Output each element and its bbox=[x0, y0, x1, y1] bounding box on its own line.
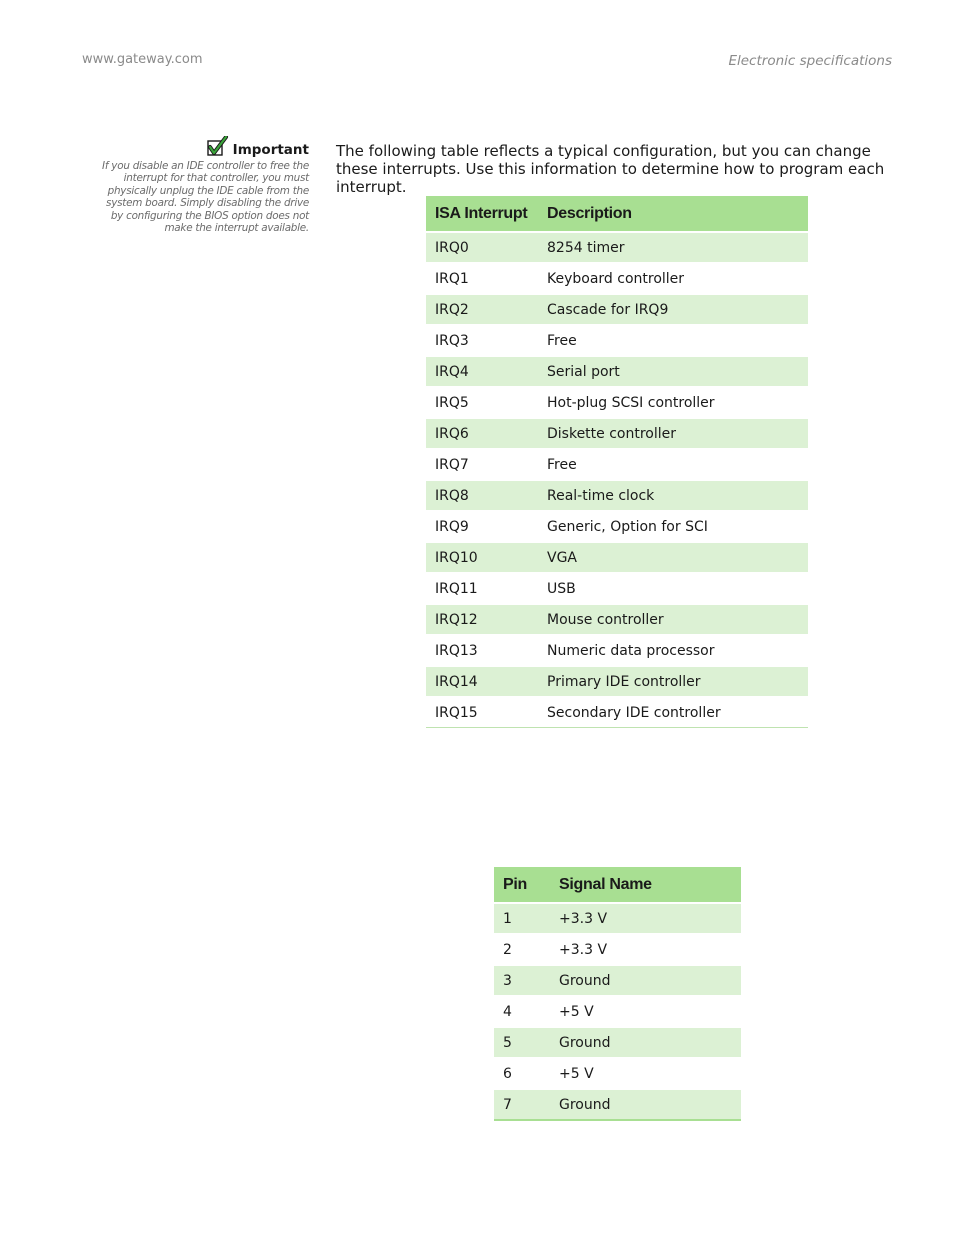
table-row bbox=[494, 996, 741, 1027]
description-cell: USB bbox=[538, 573, 808, 604]
irq-cell: IRQ7 bbox=[426, 449, 538, 480]
irq-cell: IRQ4 bbox=[426, 356, 538, 387]
note-title: Important bbox=[232, 142, 309, 158]
table-row bbox=[426, 325, 808, 356]
column-header-signal-name: Signal Name bbox=[550, 867, 741, 903]
table-row bbox=[426, 635, 808, 666]
signal-cell: Ground bbox=[550, 1089, 741, 1120]
table-row bbox=[494, 903, 741, 934]
pin-cell: 1 bbox=[494, 903, 550, 934]
description-cell: Free bbox=[538, 449, 808, 480]
note-line: system board. Simply disabling the drive bbox=[106, 197, 309, 210]
signal-cell: Ground bbox=[550, 965, 741, 996]
description-cell: Free bbox=[538, 325, 808, 356]
irq-cell: IRQ0 bbox=[426, 232, 538, 263]
pin-signal-table bbox=[494, 867, 741, 1121]
pin-cell: 4 bbox=[494, 996, 550, 1027]
note-line: by configuring the BIOS option does not bbox=[110, 209, 309, 222]
table-row bbox=[426, 480, 808, 511]
note-line: interrupt for that controller, you must bbox=[123, 172, 309, 185]
description-cell: Serial port bbox=[538, 356, 808, 387]
description-cell: Primary IDE controller bbox=[538, 666, 808, 697]
table-row bbox=[426, 666, 808, 697]
note-line: make the interrupt available. bbox=[164, 222, 309, 235]
table-row bbox=[494, 934, 741, 965]
irq-cell: IRQ12 bbox=[426, 604, 538, 635]
table-row bbox=[426, 232, 808, 263]
pin-cell: 6 bbox=[494, 1058, 550, 1089]
description-cell: Diskette controller bbox=[538, 418, 808, 449]
irq-cell: IRQ13 bbox=[426, 635, 538, 666]
signal-cell: +5 V bbox=[550, 1058, 741, 1089]
irq-cell: IRQ10 bbox=[426, 542, 538, 573]
intro-paragraph: The following table reflects a typical configuration, but you can change these interrupts. Use this information to determine how to program each interrupt. bbox=[336, 142, 885, 196]
pin-cell: 5 bbox=[494, 1027, 550, 1058]
column-header-pin: Pin bbox=[494, 867, 550, 903]
note-line: If you disable an IDE controller to free the bbox=[102, 160, 309, 172]
irq-cell: IRQ14 bbox=[426, 666, 538, 697]
irq-cell: IRQ11 bbox=[426, 573, 538, 604]
signal-cell: +3.3 V bbox=[550, 903, 741, 934]
table-row bbox=[426, 604, 808, 635]
table-header-row bbox=[426, 196, 808, 232]
important-note bbox=[98, 136, 309, 234]
note-body bbox=[98, 160, 309, 234]
irq-cell: IRQ2 bbox=[426, 294, 538, 325]
signal-cell: +5 V bbox=[550, 996, 741, 1027]
signal-cell: +3.3 V bbox=[550, 934, 741, 965]
note-heading bbox=[98, 136, 309, 158]
note-line: physically unplug the IDE cable from the bbox=[107, 184, 309, 197]
table-row bbox=[494, 1027, 741, 1058]
table-row bbox=[494, 1089, 741, 1120]
column-header-interrupt: ISA Interrupt bbox=[426, 196, 538, 232]
description-cell: Cascade for IRQ9 bbox=[538, 294, 808, 325]
checkmark-icon bbox=[206, 136, 230, 158]
irq-cell: IRQ15 bbox=[426, 697, 538, 728]
table-row bbox=[426, 387, 808, 418]
table-row bbox=[426, 263, 808, 294]
table-row bbox=[426, 294, 808, 325]
table-row bbox=[494, 965, 741, 996]
description-cell: Keyboard controller bbox=[538, 263, 808, 294]
table-row bbox=[426, 356, 808, 387]
irq-cell: IRQ3 bbox=[426, 325, 538, 356]
table-row bbox=[426, 418, 808, 449]
header-section-title: Electronic specifications bbox=[728, 53, 892, 69]
table-row bbox=[426, 542, 808, 573]
table-row bbox=[426, 449, 808, 480]
pin-cell: 7 bbox=[494, 1089, 550, 1120]
table-row bbox=[426, 511, 808, 542]
isa-interrupt-table bbox=[426, 196, 808, 728]
irq-cell: IRQ9 bbox=[426, 511, 538, 542]
pin-cell: 3 bbox=[494, 965, 550, 996]
signal-cell: Ground bbox=[550, 1027, 741, 1058]
header-site-url: www.gateway.com bbox=[82, 52, 203, 67]
description-cell: Numeric data processor bbox=[538, 635, 808, 666]
table-row bbox=[426, 573, 808, 604]
table-row bbox=[426, 697, 808, 728]
table-header-row bbox=[494, 867, 741, 903]
description-cell: Hot-plug SCSI controller bbox=[538, 387, 808, 418]
description-cell: 8254 timer bbox=[538, 232, 808, 263]
irq-cell: IRQ5 bbox=[426, 387, 538, 418]
irq-cell: IRQ1 bbox=[426, 263, 538, 294]
description-cell: Mouse controller bbox=[538, 604, 808, 635]
description-cell: VGA bbox=[538, 542, 808, 573]
irq-cell: IRQ8 bbox=[426, 480, 538, 511]
irq-cell: IRQ6 bbox=[426, 418, 538, 449]
description-cell: Secondary IDE controller bbox=[538, 697, 808, 728]
column-header-description: Description bbox=[538, 196, 808, 232]
description-cell: Real-time clock bbox=[538, 480, 808, 511]
description-cell: Generic, Option for SCI bbox=[538, 511, 808, 542]
pin-cell: 2 bbox=[494, 934, 550, 965]
table-row bbox=[494, 1058, 741, 1089]
